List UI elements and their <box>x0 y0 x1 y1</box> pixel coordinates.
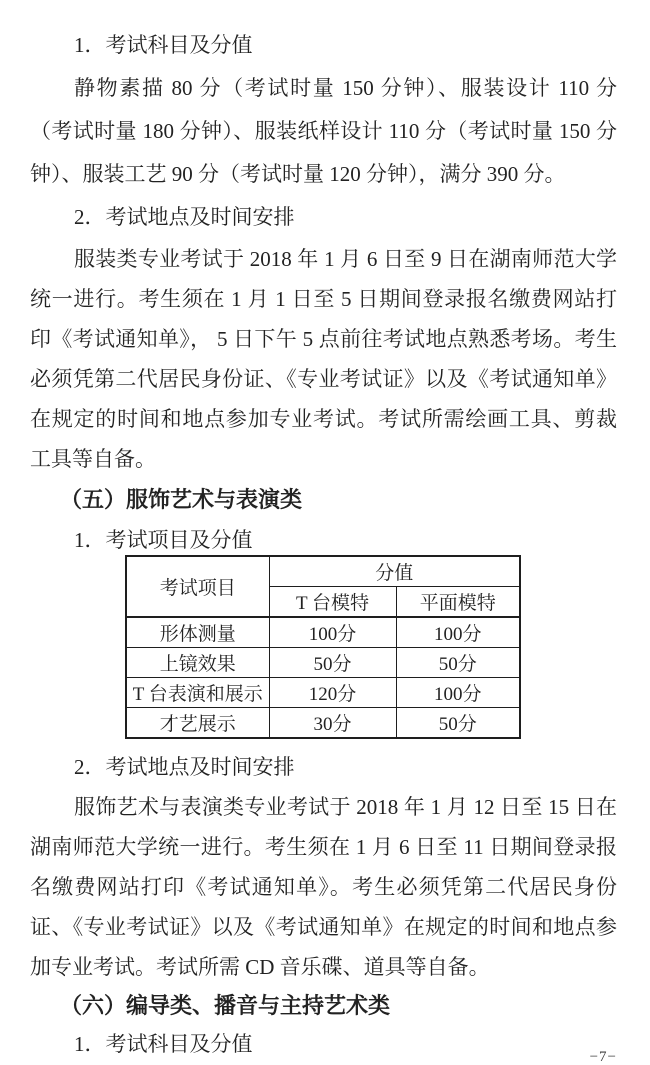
table-row <box>126 708 520 739</box>
section-5-title: （五）服饰艺术与表演类 <box>60 487 303 512</box>
heading-exam-location-2: 2．考试地点及时间安排 <box>74 755 295 779</box>
table-header-row <box>126 556 520 587</box>
heading-exam-subjects-2: 1．考试科目及分值 <box>74 1032 253 1056</box>
table-header-score: 分值 <box>269 556 520 587</box>
table-cell-runway-score: 100分 <box>269 617 396 648</box>
heading-exam-location-1: 2．考试地点及时间安排 <box>74 205 295 229</box>
table-row <box>126 678 520 708</box>
table-cell-item: 上镜效果 <box>126 648 269 678</box>
table-cell-print-score: 50分 <box>396 648 520 678</box>
section-6-title: （六）编导类、播音与主持艺术类 <box>60 993 391 1018</box>
table-row <box>126 648 520 678</box>
page-number: −7− <box>589 1049 617 1065</box>
paragraph-performance-schedule: 服饰艺术与表演类专业考试于 2018 年 1 月 12 日至 15 日在湖南师范大学统一进行。考生须在 1 月 6 日至 11 日期间登录报名缴费网站打印《考试通知单》。考生必须凭第二代居民身份证、《专业考试证》以及《考试通知单》在规定的时间和地点参加专业考试。考试所需 CD 音乐碟、道具等自备。 <box>30 795 617 979</box>
paragraph-fashion-schedule: 服装类专业考试于 2018 年 1 月 6 日至 9 日在湖南师范大学统一进行。考生须在 1 月 1 日至 5 日期间登录报名缴费网站打印《考试通知单》， 5 日下午 5 点前往考试地点熟悉考场。考生必须凭第二代居民身份证、《专业考试证》以及《考试通知单》在规定的时间和地点参加专业考试。考试所需绘画工具、剪裁工具等自备。 <box>30 247 617 471</box>
score-table <box>125 555 521 739</box>
table-header-runway-model: T 台模特 <box>269 587 396 618</box>
heading-exam-items: 1．考试项目及分值 <box>74 528 253 552</box>
table-cell-runway-score: 120分 <box>269 678 396 708</box>
table-cell-item: T 台表演和展示 <box>126 678 269 708</box>
table-header-exam-item: 考试项目 <box>126 556 269 617</box>
table-header-print-model: 平面模特 <box>396 587 520 618</box>
table-cell-print-score: 100分 <box>396 617 520 648</box>
table-cell-runway-score: 30分 <box>269 708 396 739</box>
table-cell-item: 形体测量 <box>126 617 269 648</box>
table-row <box>126 617 520 648</box>
table-cell-item: 才艺展示 <box>126 708 269 739</box>
table-cell-print-score: 100分 <box>396 678 520 708</box>
paragraph-fashion-scores: 静物素描 80 分（考试时量 150 分钟）、服装设计 110 分（考试时量 180 分钟）、服装纸样设计 110 分（考试时量 150 分钟）、服装工艺 90 分（考试时量 120 分钟），满分 390 分。 <box>30 76 617 186</box>
table-cell-runway-score: 50分 <box>269 648 396 678</box>
table-cell-print-score: 50分 <box>396 708 520 739</box>
heading-exam-subjects-1: 1．考试科目及分值 <box>74 33 253 57</box>
